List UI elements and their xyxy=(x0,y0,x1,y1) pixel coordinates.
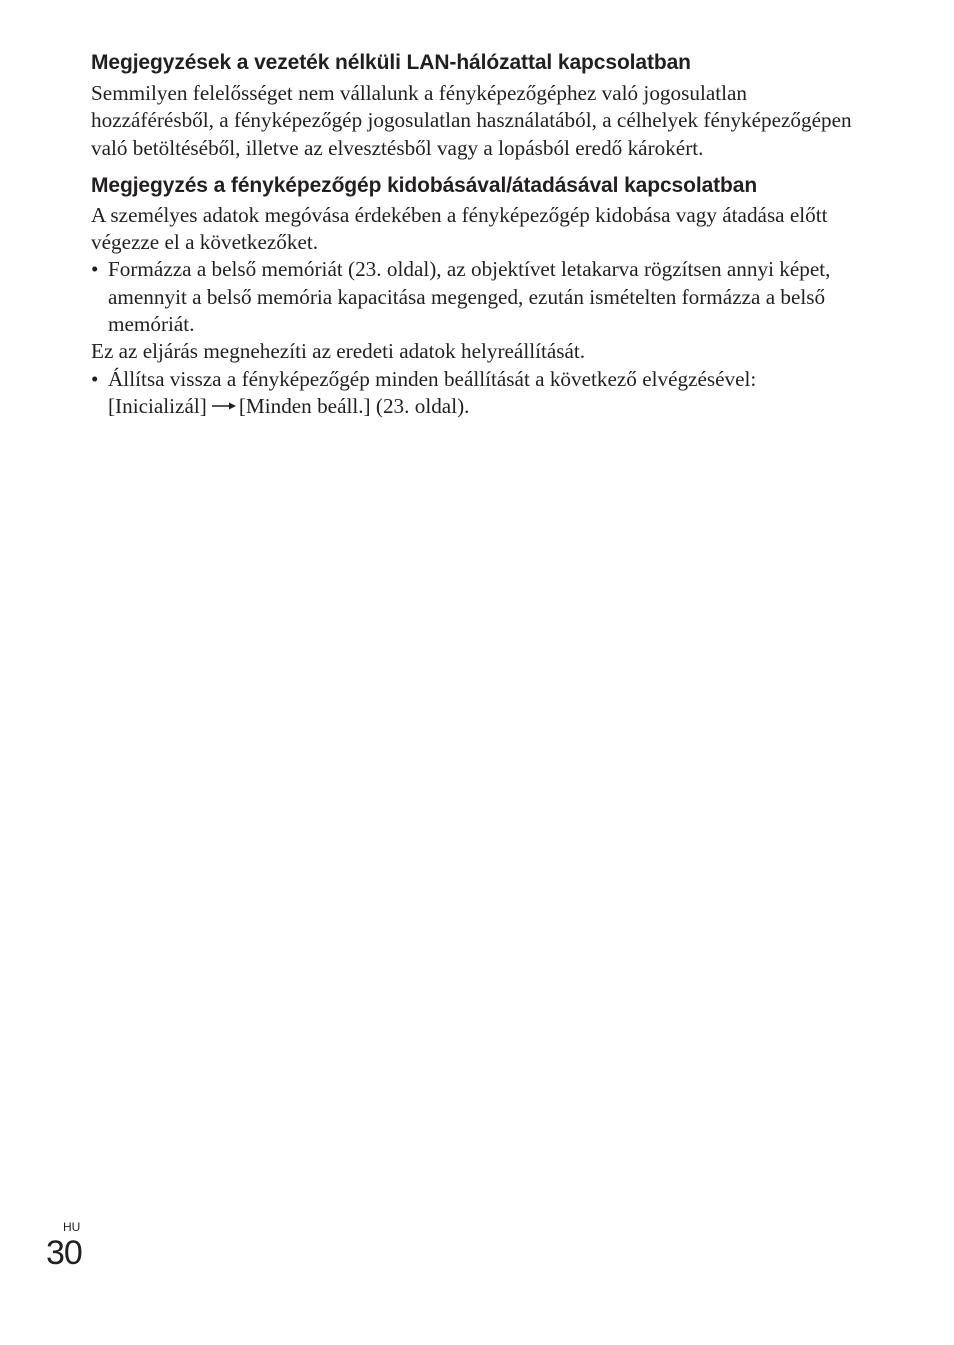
menu-item-all-settings: [Minden beáll.] (23. oldal). xyxy=(238,393,470,418)
disposal-notes-heading: Megjegyzés a fényképezőgép kidobásával/átadásával kapcsolatban xyxy=(91,173,758,197)
disposal-steps-list-2 xyxy=(91,366,871,421)
reset-settings-step: Állítsa vissza a fényképezőgép minden beállítását a következő elvégzésével: xyxy=(108,366,757,391)
wireless-lan-notes-heading: Megjegyzések a vezeték nélküli LAN-hálózattal kapcsolatban xyxy=(91,51,691,74)
bullet-marker: • xyxy=(91,366,99,391)
page-content xyxy=(91,49,871,420)
right-arrow-icon xyxy=(212,401,236,411)
wireless-lan-notes-body: Semmilyen felelősséget nem vállalunk a fényképezőgéphez való jogosulatlan hozzáférésből, a fényképezőgép jogosulatlan használatából, a célhelyek fényképezőgépen való betöltéséből, illetve az elvesztésből vagy a lopásból eredő károkért. xyxy=(91,81,852,160)
language-code: HU xyxy=(63,1220,81,1234)
menu-item-initialize: [Inicializál] xyxy=(108,393,207,418)
recovery-note: Ez az eljárás megnehezíti az eredeti adatok helyreállítását. xyxy=(91,339,586,364)
list-item xyxy=(91,256,871,338)
wireless-lan-notes-section xyxy=(91,49,871,162)
list-item xyxy=(91,366,871,421)
disposal-steps-list xyxy=(91,256,871,338)
bullet-marker: • xyxy=(91,257,99,282)
page-number: 30 xyxy=(46,1234,82,1272)
disposal-notes-intro: A személyes adatok megóvása érdekében a fényképezőgép kidobása vagy átadása előtt végezze el a következőket. xyxy=(91,202,828,255)
disposal-notes-section xyxy=(91,172,871,420)
format-memory-step: Formázza a belső memóriát (23. oldal), az objektívet letakarva rögzítsen annyi képet, amennyit a belső memória kapacitása megenged, ezután ismételten formázza a belső memóriát. xyxy=(108,257,831,337)
